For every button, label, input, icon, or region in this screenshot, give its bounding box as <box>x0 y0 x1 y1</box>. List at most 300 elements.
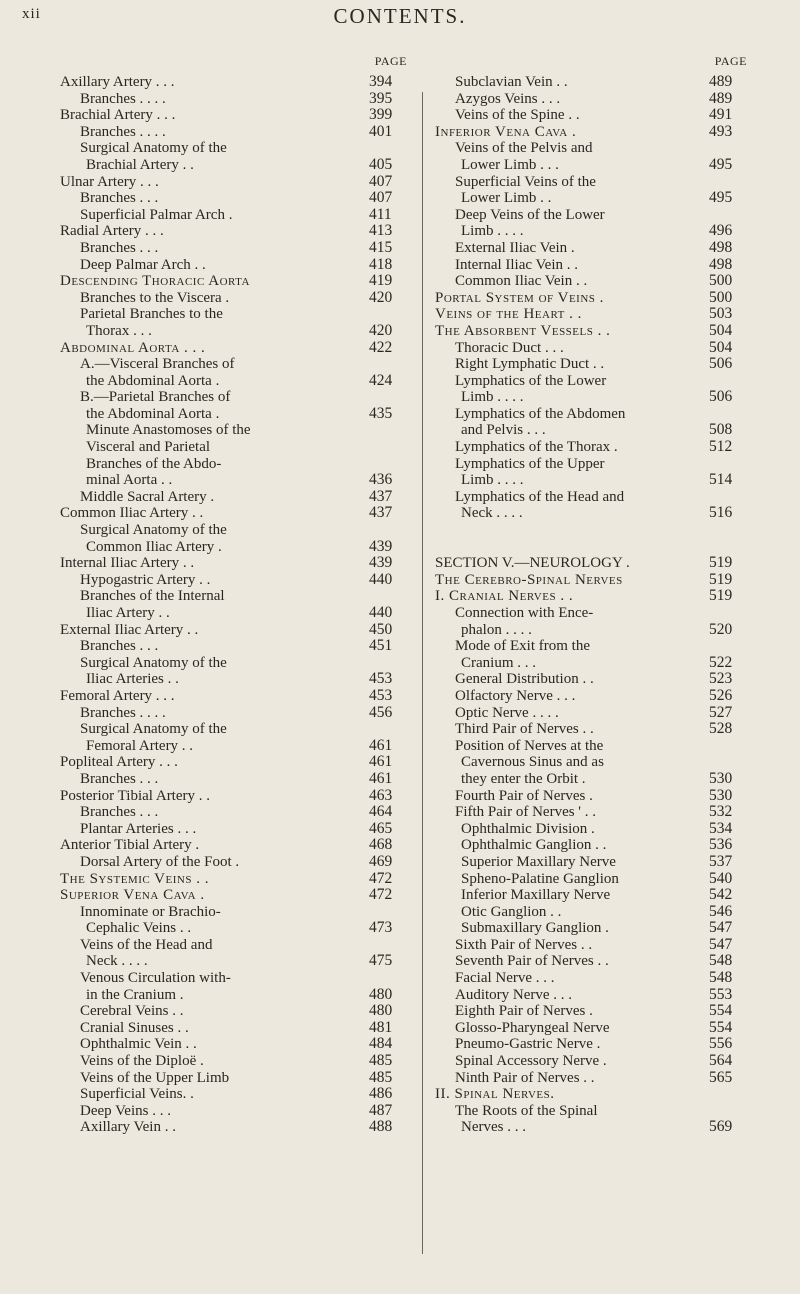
toc-entry-page: 530 <box>709 786 733 804</box>
toc-entry <box>435 953 755 970</box>
toc-entry-page: 456 <box>369 703 393 721</box>
toc-entry-page: 526 <box>709 686 733 704</box>
toc-entry-title: and Pelvis . . . <box>461 422 546 439</box>
toc-entry-title: Neck . . . . <box>86 953 148 970</box>
toc-entry-title: Auditory Nerve . . . <box>455 986 573 1003</box>
toc-entry-title: Common Iliac Artery . . <box>60 505 204 522</box>
toc-entry-title: Iliac Artery . . <box>86 605 170 621</box>
toc-entry <box>60 91 415 108</box>
toc-entry <box>60 124 415 141</box>
toc-entry <box>435 240 755 257</box>
toc-entry-title: Veins of the Spine . . <box>455 107 580 124</box>
toc-entry-page: 435 <box>369 404 393 422</box>
toc-entry <box>435 1103 755 1120</box>
toc-entry-title: Middle Sacral Artery . <box>80 488 215 505</box>
toc-entry-page: 486 <box>369 1085 393 1103</box>
toc-entry-page: 469 <box>369 852 393 870</box>
toc-entry <box>435 257 755 274</box>
toc-entry-page: 498 <box>709 255 733 273</box>
toc-entry <box>435 1119 755 1136</box>
toc-entry-title: I. Cranial Nerves . . <box>435 588 574 605</box>
toc-entry-page: 503 <box>709 305 733 323</box>
toc-entry <box>60 1053 415 1070</box>
toc-entry-page: 530 <box>709 769 733 787</box>
toc-entry <box>435 821 755 838</box>
toc-entry-page: 536 <box>709 836 733 854</box>
toc-entry-page: 464 <box>369 803 393 821</box>
toc-entry <box>435 1070 755 1087</box>
toc-entry-title: Venous Circulation with- <box>80 970 231 987</box>
toc-entry-page: 498 <box>709 238 733 256</box>
toc-entry-title: Branches . . . . <box>80 704 166 721</box>
toc-entry-title: External Iliac Artery . . <box>60 621 199 638</box>
toc-entry-page: 553 <box>709 985 733 1003</box>
toc-entry-page: 485 <box>369 1068 393 1086</box>
toc-entry-title: Third Pair of Nerves . . <box>455 721 594 738</box>
toc-entry-title: Ophthalmic Ganglion . . <box>461 837 607 854</box>
toc-entry <box>435 74 755 91</box>
toc-entry-page: 407 <box>369 189 393 207</box>
toc-entry-title: Branches of the Internal <box>80 588 225 605</box>
toc-entry-title: Right Lymphatic Duct . . <box>455 356 605 373</box>
toc-entry-page: 453 <box>369 670 393 688</box>
toc-entry-page: 500 <box>709 288 733 306</box>
toc-entry <box>60 588 415 605</box>
toc-entry-page: 395 <box>369 89 393 107</box>
toc-entry <box>435 157 755 174</box>
toc-entry-title: Radial Artery . . . <box>60 223 164 240</box>
toc-entry <box>435 887 755 904</box>
toc-entry <box>60 970 415 987</box>
toc-entry <box>435 638 755 655</box>
toc-entry <box>60 671 415 688</box>
toc-entry <box>435 472 755 489</box>
toc-entry-page: 523 <box>709 670 733 688</box>
toc-entry-page: 420 <box>369 288 393 306</box>
toc-entry <box>60 804 415 821</box>
toc-entry-title: Veins of the Heart . . <box>435 306 582 323</box>
toc-entry <box>435 489 755 506</box>
toc-entry <box>60 1103 415 1120</box>
toc-entry <box>60 1036 415 1053</box>
toc-entry <box>435 1036 755 1053</box>
toc-entry <box>435 1086 755 1103</box>
toc-entry <box>435 588 755 605</box>
toc-entry-page: 564 <box>709 1052 733 1070</box>
toc-entry-page: 540 <box>709 869 733 887</box>
toc-entry-title: Brachial Artery . . <box>86 156 194 173</box>
toc-entry-page: 546 <box>709 902 733 920</box>
toc-entry-page: 506 <box>709 388 733 406</box>
toc-entry-title: Superficial Palmar Arch . <box>80 206 233 223</box>
toc-entry-page: 481 <box>369 1018 393 1036</box>
toc-entry-title: B.—Parietal Branches of <box>80 389 231 406</box>
toc-entry <box>60 74 415 91</box>
toc-entry <box>435 140 755 157</box>
toc-entry-title: Position of Nerves at the <box>455 737 604 754</box>
toc-entry-title: Superior Maxillary Nerve <box>461 853 616 870</box>
toc-entry-page: 420 <box>369 321 393 339</box>
toc-entry <box>60 705 415 722</box>
toc-entry-page: 437 <box>369 504 393 522</box>
toc-entry <box>435 340 755 357</box>
toc-entry-page: 491 <box>709 106 733 124</box>
toc-entry <box>60 522 415 539</box>
toc-entry <box>435 323 755 340</box>
toc-entry-title: Surgical Anatomy of the <box>80 140 227 157</box>
toc-entry <box>60 788 415 805</box>
toc-entry-title: Spheno-Palatine Ganglion <box>461 870 619 887</box>
toc-entry-page: 516 <box>709 504 733 522</box>
toc-entry <box>60 340 415 357</box>
toc-entry <box>435 605 755 622</box>
toc-entry <box>435 555 755 572</box>
toc-entry-page: 506 <box>709 355 733 373</box>
toc-entry <box>60 257 415 274</box>
toc-entry-title: Seventh Pair of Nerves . . <box>455 953 609 970</box>
toc-entry-title: Lower Limb . . <box>461 190 552 207</box>
toc-entry-page: 547 <box>709 919 733 937</box>
toc-entry-page: 548 <box>709 969 733 987</box>
toc-entry-title: Surgical Anatomy of the <box>80 522 227 539</box>
toc-entry-page: 436 <box>369 471 393 489</box>
toc-entry <box>435 920 755 937</box>
toc-entry-title: Lymphatics of the Thorax . <box>455 439 618 456</box>
toc-entry <box>60 655 415 672</box>
toc-entry <box>435 804 755 821</box>
toc-entry-page: 569 <box>709 1118 733 1136</box>
toc-entry-title: Superficial Veins of the <box>455 173 596 190</box>
toc-entry-title: Abdominal Aorta . . . <box>60 339 206 356</box>
toc-entry <box>60 207 415 224</box>
toc-entry-title: Connection with Ence- <box>455 605 594 621</box>
toc-entry <box>60 821 415 838</box>
toc-entry-title: Lymphatics of the Upper <box>455 455 605 472</box>
toc-entry-title: The Roots of the Spinal <box>455 1102 598 1119</box>
toc-entry <box>60 638 415 655</box>
toc-entry-title: Lymphatics of the Lower <box>455 372 607 389</box>
toc-entry-page: 547 <box>709 935 733 953</box>
toc-entry <box>435 871 755 888</box>
toc-entry-page: 463 <box>369 786 393 804</box>
toc-entry <box>60 887 415 904</box>
toc-entry-title: II. Spinal Nerves. <box>435 1086 555 1103</box>
toc-entry <box>60 190 415 207</box>
toc-entry <box>60 904 415 921</box>
toc-entry-title: Branches . . . . <box>80 123 166 140</box>
toc-entry <box>435 356 755 373</box>
left-column <box>60 54 415 1136</box>
toc-entry-title: Ulnar Artery . . . <box>60 173 159 190</box>
toc-entry-title: Internal Iliac Artery . . <box>60 555 195 572</box>
toc-entry-title: Surgical Anatomy of the <box>80 654 227 671</box>
toc-entry-title: Posterior Tibial Artery . . <box>60 787 211 804</box>
toc-entry-page: 405 <box>369 155 393 173</box>
toc-entry-title: Limb . . . . <box>461 223 524 240</box>
toc-entry-title: Branches . . . <box>80 770 159 787</box>
toc-entry-page: 394 <box>369 73 393 90</box>
toc-entry <box>435 373 755 390</box>
toc-entry-title: Limb . . . . <box>461 472 524 489</box>
toc-entry-title: The Cerebro-Spinal Nerves <box>435 571 623 588</box>
toc-entry-page: 473 <box>369 919 393 937</box>
toc-entry <box>435 190 755 207</box>
toc-entry-title: Anterior Tibial Artery . <box>60 837 200 854</box>
toc-entry <box>435 1020 755 1037</box>
toc-entry <box>435 572 755 589</box>
toc-entry <box>60 854 415 871</box>
toc-entry <box>435 1053 755 1070</box>
toc-entry <box>60 987 415 1004</box>
toc-entry-title: in the Cranium . <box>86 986 184 1003</box>
toc-entry-title: Brachial Artery . . . <box>60 107 176 124</box>
toc-entry <box>60 439 415 456</box>
toc-entry-page: 437 <box>369 487 393 505</box>
toc-entry-title: Iliac Arteries . . <box>86 671 179 688</box>
toc-entry-title: Cranial Sinuses . . <box>80 1019 189 1036</box>
toc-entry-title: Branches . . . . <box>80 90 166 107</box>
toc-entry-title: Limb . . . . <box>461 389 524 406</box>
toc-entry-page: 450 <box>369 620 393 638</box>
toc-entry-page: 401 <box>369 122 393 140</box>
toc-entry-title: Portal System of Veins . <box>435 289 604 306</box>
toc-entry <box>60 174 415 191</box>
toc-entry-page: 495 <box>709 189 733 207</box>
toc-entry-title: Descending Thoracic Aorta <box>60 273 250 290</box>
toc-entry <box>60 622 415 639</box>
toc-entry-page: 565 <box>709 1068 733 1086</box>
toc-entry-title: Cavernous Sinus and as <box>461 754 604 771</box>
toc-entry <box>60 273 415 290</box>
toc-entry <box>60 323 415 340</box>
toc-entry-page: 556 <box>709 1035 733 1053</box>
page-number: xii <box>22 6 41 22</box>
toc-entry-page: 542 <box>709 886 733 904</box>
toc-entry <box>60 422 415 439</box>
toc-entry-title: Surgical Anatomy of the <box>80 721 227 738</box>
toc-entry-title: Common Iliac Vein . . <box>455 273 588 290</box>
toc-entry <box>435 671 755 688</box>
toc-entry <box>435 937 755 954</box>
toc-entry-title: phalon . . . . <box>461 621 532 638</box>
toc-entry-title: Branches . . . <box>80 239 159 256</box>
toc-entry-title: Thoracic Duct . . . <box>455 339 564 356</box>
toc-entry <box>435 174 755 191</box>
toc-entry-title: Veins of the Diploë . <box>80 1053 204 1070</box>
toc-entry <box>60 406 415 423</box>
toc-entry-title: Neck . . . . <box>461 505 523 522</box>
toc-entry <box>435 539 755 556</box>
toc-entry-title: Common Iliac Artery . <box>86 538 222 555</box>
toc-entry <box>435 788 755 805</box>
toc-entry <box>60 837 415 854</box>
toc-entry-page: 487 <box>369 1101 393 1119</box>
toc-entry <box>435 124 755 141</box>
toc-entry-page: 554 <box>709 1018 733 1036</box>
toc-entry-page: 472 <box>369 886 393 904</box>
toc-entry-title: Branches . . . <box>80 638 159 655</box>
toc-entry <box>60 572 415 589</box>
toc-entry <box>435 771 755 788</box>
toc-entry-title: Femoral Artery . . . <box>60 687 175 704</box>
toc-entry-page: 419 <box>369 272 393 290</box>
toc-entry-title: Visceral and Parietal <box>86 439 211 456</box>
toc-entry-title: Lymphatics of the Abdomen <box>455 405 626 422</box>
toc-entry-title: Cerebral Veins . . <box>80 1003 184 1020</box>
toc-entry-page: 424 <box>369 371 393 389</box>
toc-entry-page: 554 <box>709 1002 733 1020</box>
toc-entry-page: 512 <box>709 438 733 456</box>
toc-entry <box>435 721 755 738</box>
toc-entry-title: Lymphatics of the Head and <box>455 488 625 505</box>
toc-entry-title: Thorax . . . <box>86 322 152 339</box>
toc-entry <box>60 754 415 771</box>
toc-entry-title: External Iliac Vein . <box>455 239 575 256</box>
toc-entry <box>60 1003 415 1020</box>
toc-entry-page: 440 <box>369 604 393 621</box>
toc-entry-title: Axillary Vein . . <box>80 1119 176 1136</box>
toc-entry-title: Branches . . . <box>80 190 159 207</box>
toc-entry-title: Submaxillary Ganglion . <box>461 920 609 937</box>
toc-entry-page: 508 <box>709 421 733 439</box>
toc-entry-title: The Absorbent Vessels . . <box>435 322 611 339</box>
toc-entry-title: Glosso-Pharyngeal Nerve <box>455 1019 610 1036</box>
toc-entry-page: 440 <box>369 570 393 588</box>
toc-entry-page: 399 <box>369 106 393 124</box>
toc-entry <box>435 837 755 854</box>
toc-entry <box>435 290 755 307</box>
toc-entry-page: 480 <box>369 985 393 1003</box>
toc-entry-title: Otic Ganglion . . <box>461 903 562 920</box>
toc-entry-title: Superior Vena Cava . <box>60 887 205 904</box>
toc-entry-page: 520 <box>709 620 733 638</box>
toc-entry-page: 514 <box>709 471 733 489</box>
toc-entry-title: Branches to the Viscera . <box>80 289 230 306</box>
toc-entry-page: 439 <box>369 537 393 555</box>
toc-entry <box>60 871 415 888</box>
toc-entry-page: 415 <box>369 238 393 256</box>
toc-entry-title: the Abdominal Aorta . <box>86 372 220 389</box>
toc-entry <box>60 290 415 307</box>
toc-entry <box>435 705 755 722</box>
toc-entry <box>435 91 755 108</box>
toc-entry-title: Hypogastric Artery . . <box>80 571 211 588</box>
toc-entry-page: 504 <box>709 338 733 356</box>
toc-entry-title: Eighth Pair of Nerves . <box>455 1003 593 1020</box>
toc-entry-page: 519 <box>709 570 733 588</box>
toc-entry-title: Ophthalmic Vein . . <box>80 1036 197 1053</box>
toc-entry-title: Pneumo-Gastric Nerve . <box>455 1036 601 1053</box>
toc-entry <box>60 505 415 522</box>
toc-entry <box>60 1020 415 1037</box>
toc-entry <box>60 688 415 705</box>
toc-entry-page: 439 <box>369 554 393 572</box>
toc-entry-title: SECTION V.—NEUROLOGY . <box>435 555 630 572</box>
toc-entry <box>60 472 415 489</box>
toc-entry <box>60 1086 415 1103</box>
toc-entry-page: 522 <box>709 653 733 671</box>
toc-entry <box>60 107 415 124</box>
toc-entry <box>60 389 415 406</box>
toc-entry-page: 519 <box>709 554 733 572</box>
toc-entry <box>435 389 755 406</box>
toc-entry <box>435 456 755 473</box>
toc-entry-page: 527 <box>709 703 733 721</box>
toc-entry-page: 534 <box>709 819 733 837</box>
toc-entry <box>60 555 415 572</box>
toc-entry <box>435 505 755 522</box>
toc-entry-page: 548 <box>709 952 733 970</box>
toc-entry <box>435 207 755 224</box>
toc-entry-page: 461 <box>369 736 393 754</box>
toc-entry-page: 519 <box>709 587 733 605</box>
toc-entry <box>60 1119 415 1136</box>
column-divider <box>422 92 423 1254</box>
toc-entry-title: Veins of the Pelvis and <box>455 140 593 157</box>
toc-entry <box>435 970 755 987</box>
toc-entry <box>435 422 755 439</box>
toc-entry-title: Femoral Artery . . <box>86 737 194 754</box>
toc-entry-title: Subclavian Vein . . <box>455 74 568 90</box>
toc-entry-title: Azygos Veins . . . <box>455 90 561 107</box>
toc-entry-title: Parietal Branches to the <box>80 306 223 323</box>
toc-entry-title: Internal Iliac Vein . . <box>455 256 579 273</box>
toc-entry-title: Superficial Veins. . <box>80 1086 194 1103</box>
toc-entry-page: 480 <box>369 1002 393 1020</box>
toc-entry-title: Veins of the Head and <box>80 936 213 953</box>
toc-entry-page: 468 <box>369 836 393 854</box>
toc-entry-title: Cranium . . . <box>461 654 536 671</box>
toc-entry-title: Axillary Artery . . . <box>60 74 175 90</box>
toc-entry-title: Branches of the Abdo- <box>86 455 222 472</box>
toc-entry-page: 537 <box>709 852 733 870</box>
toc-entry <box>435 107 755 124</box>
toc-entry <box>435 223 755 240</box>
toc-entry-page: 532 <box>709 803 733 821</box>
toc-entry-title: Veins of the Upper Limb <box>80 1069 230 1086</box>
toc-entry-page: 422 <box>369 338 393 356</box>
toc-entry <box>60 721 415 738</box>
toc-entry-title: Cephalic Veins . . <box>86 920 192 937</box>
toc-entry <box>60 157 415 174</box>
toc-entry <box>435 439 755 456</box>
toc-entry <box>60 738 415 755</box>
toc-entry-page: 407 <box>369 172 393 190</box>
toc-entry <box>435 754 755 771</box>
toc-entry-page: 461 <box>369 753 393 771</box>
toc-entry-title: Olfactory Nerve . . . <box>455 687 576 704</box>
toc-entry <box>60 240 415 257</box>
toc-entry-title: Dorsal Artery of the Foot . <box>80 853 240 870</box>
toc-entry-page: 488 <box>369 1118 393 1136</box>
toc-entry-page: 484 <box>369 1035 393 1053</box>
toc-entry-title: Inferior Maxillary Nerve <box>461 887 611 904</box>
left-page-label: PAGE <box>374 54 407 68</box>
toc-entry-title: Facial Nerve . . . <box>455 970 555 987</box>
toc-entry <box>60 456 415 473</box>
toc-entry-page: 411 <box>369 205 392 223</box>
toc-entry-title: Lower Limb . . . <box>461 156 559 173</box>
toc-entry <box>60 223 415 240</box>
toc-entry-page: 493 <box>709 122 733 140</box>
toc-entry <box>435 273 755 290</box>
toc-entry <box>60 306 415 323</box>
toc-entry-page: 489 <box>709 89 733 107</box>
toc-entry <box>60 605 415 622</box>
toc-entry-title: Popliteal Artery . . . <box>60 754 178 771</box>
toc-entry-page: 418 <box>369 255 393 273</box>
toc-entry-page: 451 <box>369 637 393 655</box>
